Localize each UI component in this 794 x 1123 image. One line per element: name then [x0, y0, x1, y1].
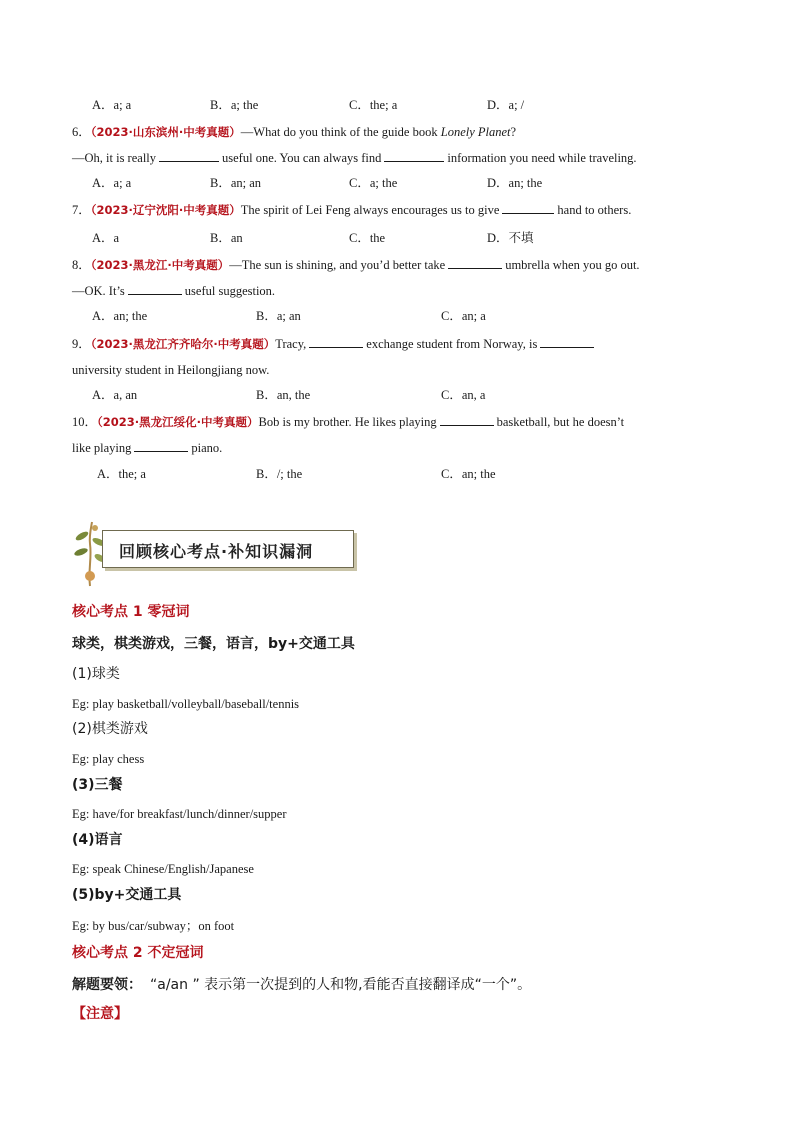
answer-blank: [309, 336, 363, 348]
question-number: 9．: [72, 337, 91, 351]
question-source: （2023·山东滨州·中考真题）: [90, 125, 241, 139]
kp2-note: 【注意】: [72, 1006, 128, 1022]
question-source: （2023·辽宁沈阳·中考真题）: [90, 203, 241, 217]
q5-option-d: D．a; /: [487, 98, 525, 112]
question-number: 6．: [72, 125, 91, 139]
q7-option-a: A．a: [92, 231, 120, 245]
question-source: （2023·黑龙江齐齐哈尔·中考真题）: [90, 337, 276, 351]
book-title: Lonely Planet: [440, 125, 511, 139]
question-6-line-2: —Oh, it is really useful one. You can always find information you need while traveling.: [72, 151, 637, 165]
q6-option-a: A．a; a: [92, 176, 132, 190]
answer-blank: [540, 336, 594, 348]
kp2-title: 核心考点 2 不定冠词: [72, 945, 204, 961]
q9-option-b: B．an, the: [256, 388, 311, 402]
question-source: （2023·黑龙江绥化·中考真题）: [97, 415, 259, 429]
question-10-line-2: like playing piano.: [72, 441, 223, 455]
kp1-item-4-example: Eg: speak Chinese/English/Japanese: [72, 862, 254, 876]
kp1-item-5-example: Eg: by bus/car/subway；on foot: [72, 919, 235, 933]
q7-option-b: B．an: [210, 231, 243, 245]
q8-option-a: A．an; the: [92, 309, 148, 323]
kp1-item-5-head: (5)by+交通工具: [72, 887, 182, 903]
question-7: 7．（2023·辽宁沈阳·中考真题）The spirit of Lei Feng always encourages us to give hand to others.: [72, 203, 632, 217]
q7-option-d: D．不填: [487, 231, 534, 245]
q7-option-c: C．the: [349, 231, 386, 245]
kp1-item-2-example: Eg: play chess: [72, 752, 145, 766]
kp1-summary: 球类，棋类游戏，三餐，语言，by+交通工具: [72, 636, 355, 652]
question-number: 7．: [72, 203, 91, 217]
kp1-item-3-example: Eg: have/for breakfast/lunch/dinner/supper: [72, 807, 287, 821]
answer-blank: [448, 257, 502, 269]
question-8-line-2: —OK. It’s useful suggestion.: [72, 284, 276, 298]
question-9: 9．（2023·黑龙江齐齐哈尔·中考真题）Tracy, exchange student from Norway, is: [72, 336, 597, 352]
answer-blank: [384, 150, 444, 162]
q5-option-c: C．the; a: [349, 98, 398, 112]
section-banner-title: 回顾核心考点·补知识漏洞: [119, 542, 314, 561]
question-number: 8．: [72, 258, 91, 272]
answer-blank: [128, 283, 182, 295]
q10-option-c: C．an; the: [441, 467, 496, 481]
question-source: （2023·黑龙江·中考真题）: [90, 258, 230, 272]
q5-option-b: B．a; the: [210, 98, 259, 112]
kp1-item-4-head: (4)语言: [72, 832, 123, 848]
q8-option-b: B．a; an: [256, 309, 301, 323]
q6-option-c: C．a; the: [349, 176, 398, 190]
kp1-title: 核心考点 1 零冠词: [72, 604, 190, 620]
question-9-line-2: university student in Heilongjiang now.: [72, 363, 270, 377]
kp1-item-1-head: (1)球类: [72, 666, 120, 682]
answer-blank: [134, 440, 188, 452]
kp2-tip: [72, 976, 531, 994]
kp1-item-1-example: Eg: play basketball/volleyball/baseball/tennis: [72, 697, 300, 711]
kp2-tip-text: “a/an ” 表示第一次提到的人和物,看能否直接翻译成“一个”。: [150, 977, 532, 993]
q10-option-b: B．/; the: [256, 467, 303, 481]
answer-blank: [159, 150, 219, 162]
answer-blank: [440, 414, 494, 426]
question-6: 6．（2023·山东滨州·中考真题）—What do you think of the guide book Lonely Planet?: [72, 125, 517, 139]
q6-option-b: B．an; an: [210, 176, 262, 190]
answer-blank: [502, 202, 554, 214]
q9-option-c: C．an, a: [441, 388, 486, 402]
question-8: 8．（2023·黑龙江·中考真题）—The sun is shining, and you’d better take umbrella when you go out.: [72, 258, 640, 272]
q8-option-c: C．an; a: [441, 309, 486, 323]
q5-option-a: A．a; a: [92, 98, 132, 112]
q6-option-d: D．an; the: [487, 176, 543, 190]
q9-option-a: A．a, an: [92, 388, 138, 402]
question-number: 10．: [72, 415, 98, 429]
kp1-item-2-head: (2)棋类游戏: [72, 721, 148, 737]
kp1-item-3-head: (3)三餐: [72, 777, 123, 793]
section-banner: [102, 530, 354, 568]
q10-option-a: A．the; a: [97, 467, 146, 481]
kp2-tip-label: 解题要领：: [72, 977, 142, 993]
question-10: 10．（2023·黑龙江绥化·中考真题）Bob is my brother. He likes playing basketball, but he doesn’t: [72, 415, 625, 429]
